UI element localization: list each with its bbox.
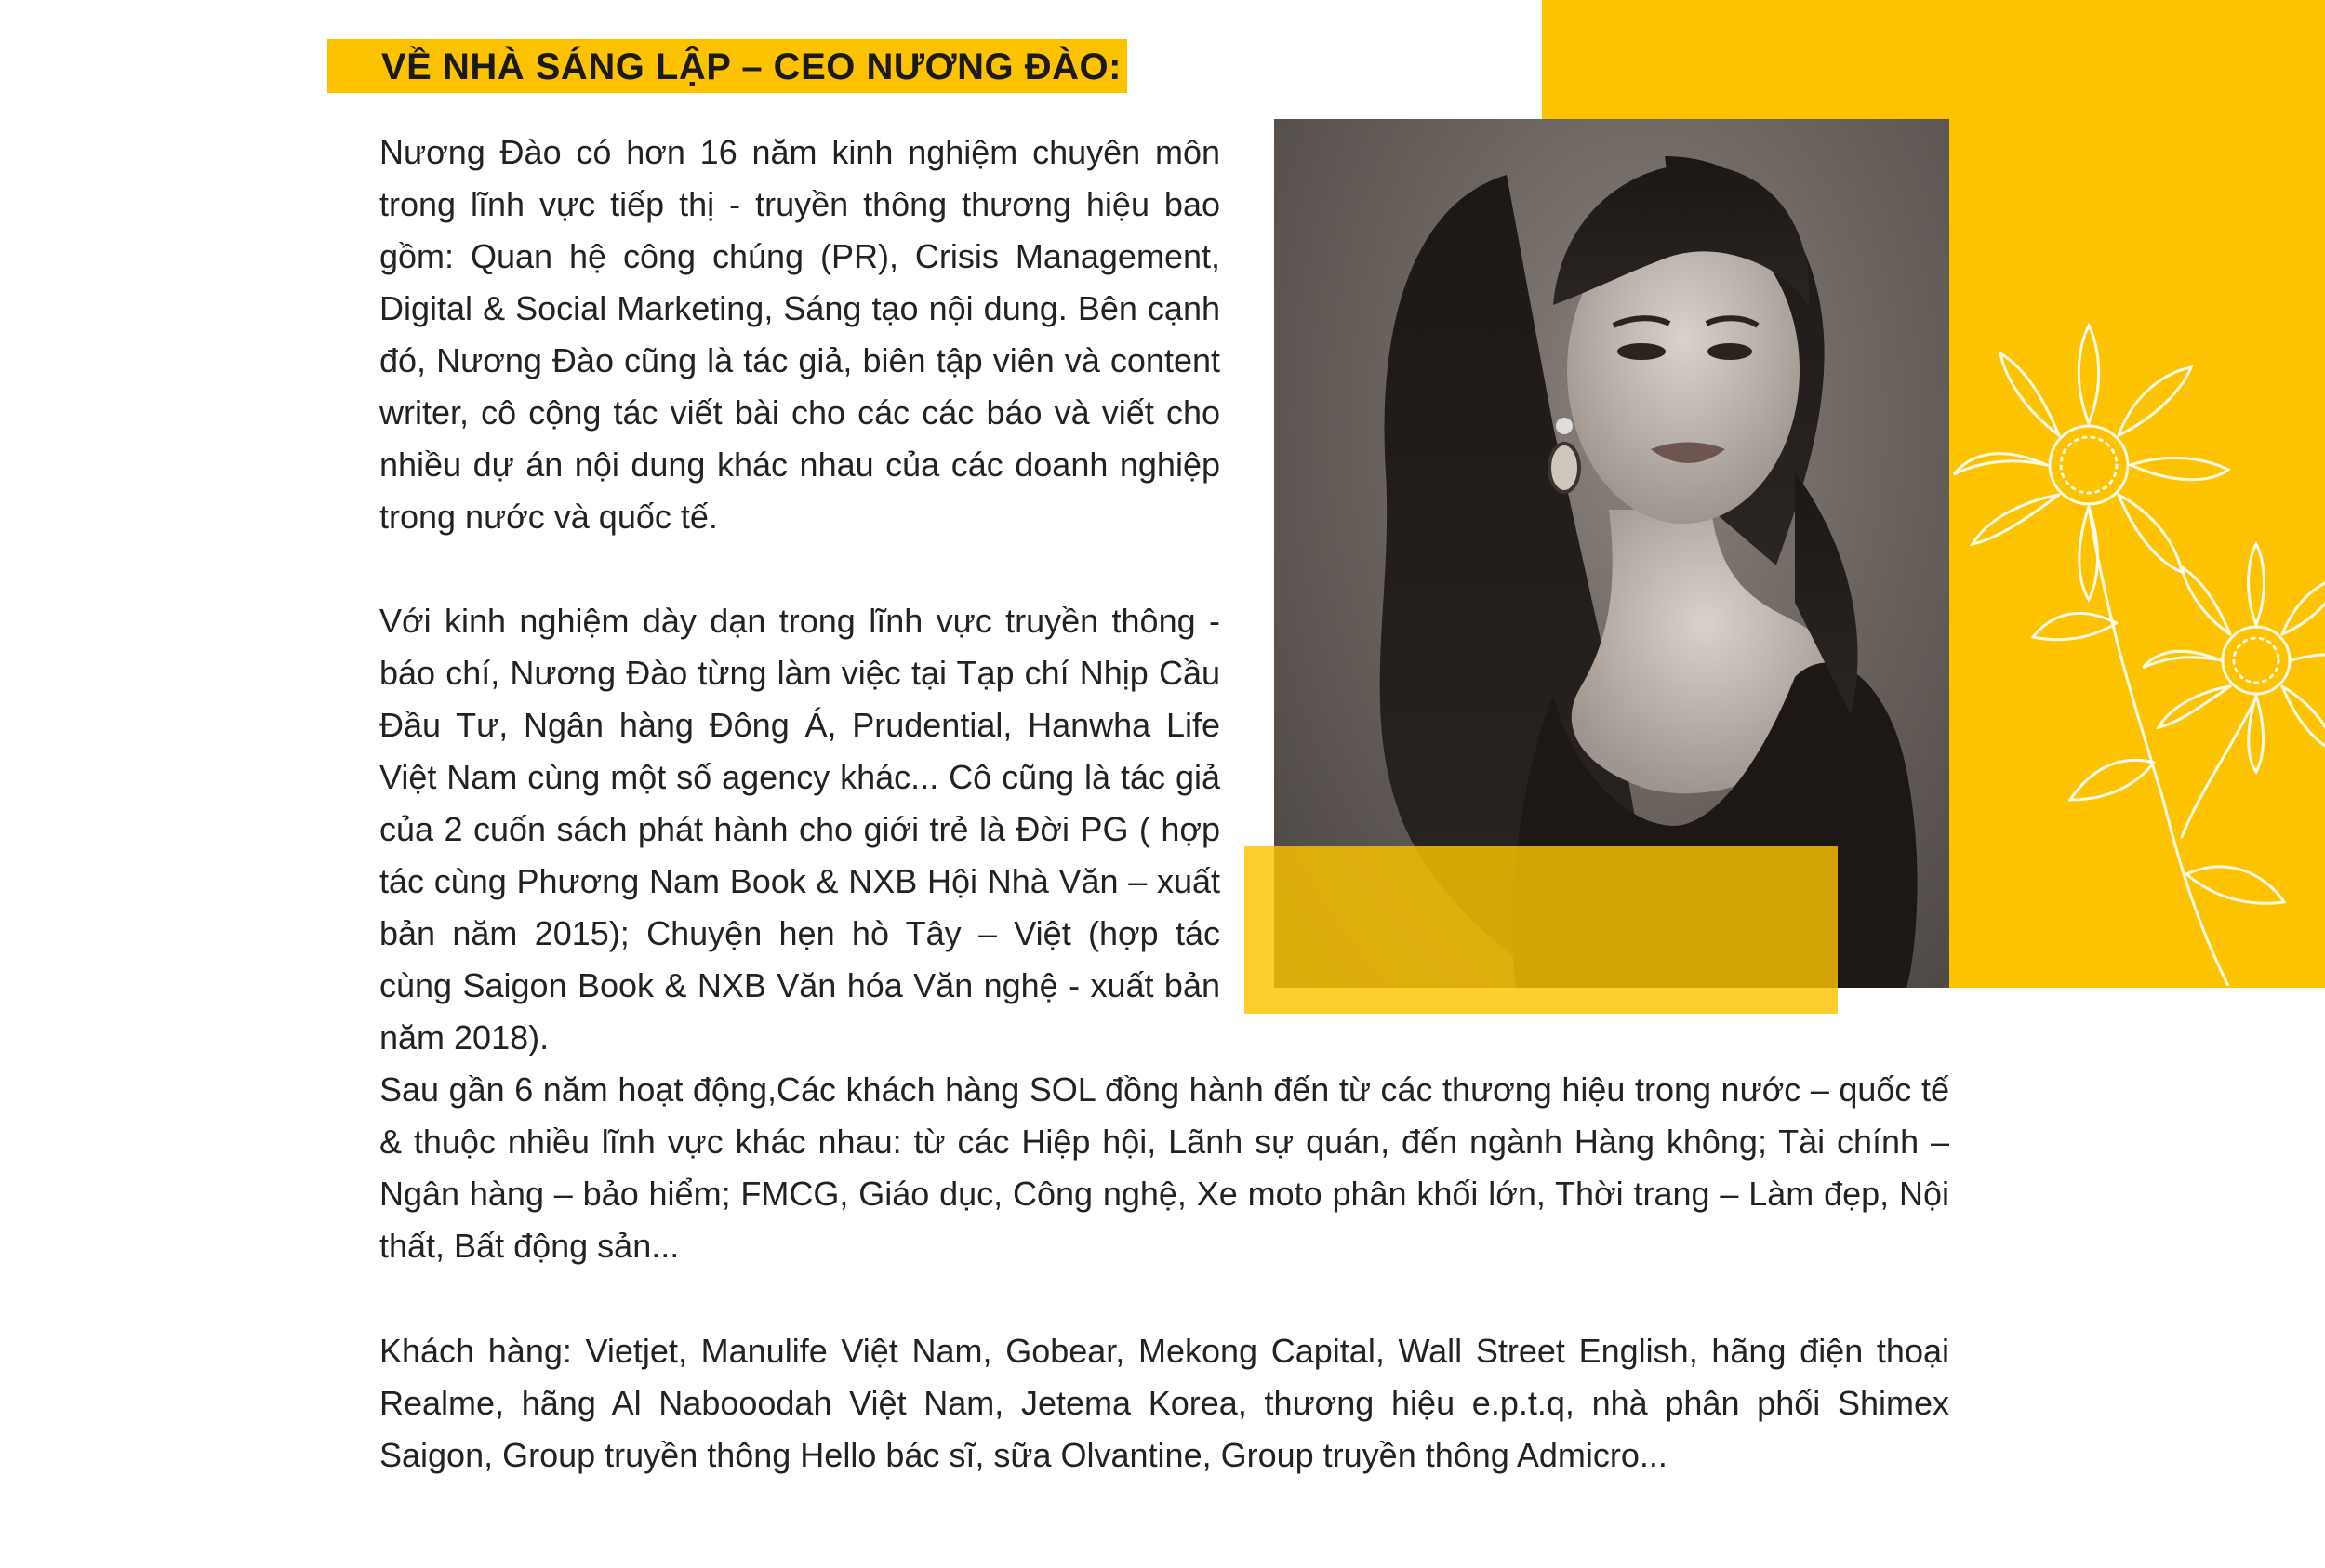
section-heading: VỀ NHÀ SÁNG LẬP – CEO NƯƠNG ĐÀO: bbox=[381, 47, 1122, 87]
sunflower-line-art-icon bbox=[1949, 316, 2325, 986]
paragraph-clients-overview: Sau gần 6 năm hoạt động,Các khách hàng SOL đồng hành đến từ các thương hiệu trong nước – quốc tế & thuộc nhiều lĩnh vực khác nhau: từ các Hiệp hội, Lãnh sự quán, đến ngành Hàng không; Tài chính – Ngân hàng – bảo hiểm; FMCG, Giáo dục, Công nghệ, Xe moto phân khối lớn, Thời trang – Làm đẹp, Nội thất, Bất động sản... bbox=[379, 1070, 1949, 1265]
paragraph-experience: Nương Đào có hơn 16 năm kinh nghiệm chuyên môn trong lĩnh vực tiếp thị - truyền thông thương hiệu bao gồm: Quan hệ công chúng (PR), Crisis Management, Digital & Social Marketing, Sáng tạo nội dung. Bên cạnh đó, Nương Đào cũng là tác giả, biên tập viên và content writer, cô cộng tác viết bài cho các các báo và viết cho nhiều dự án nội dung khác nhau của các doanh nghiệp trong nước và quốc tế. bbox=[379, 133, 1220, 536]
paragraph-client-list: Khách hàng: Vietjet, Manulife Việt Nam, Gobear, Mekong Capital, Wall Street English, hãng điện thoại Realme, hãng Al Nabooodah Việt Nam, Jetema Korea, thương hiệu e.p.t.q, nhà phân phối Shimex Saigon, Group truyền thông Hello bác sĩ, sữa Olvantine, Group truyền thông Admicro... bbox=[379, 1332, 1949, 1474]
yellow-overlay-block bbox=[1244, 846, 1838, 1014]
paragraph-career: Với kinh nghiệm dày dạn trong lĩnh vực truyền thông - báo chí, Nương Đào từng làm việc tại Tạp chí Nhịp Cầu Đầu Tư, Ngân hàng Đông Á, Prudential, Hanwha Life Việt Nam cùng một số agency khác... Cô cũng là tác giả của 2 cuốn sách phát hành cho giới trẻ là Đời PG ( hợp tác cùng Phương Nam Book & NXB Hội Nhà Văn – xuất bản năm 2015); Chuyện hẹn hò Tây – Việt (hợp tác cùng Saigon Book & NXB Văn hóa Văn nghệ - xuất bản năm 2018). bbox=[379, 602, 1220, 1056]
